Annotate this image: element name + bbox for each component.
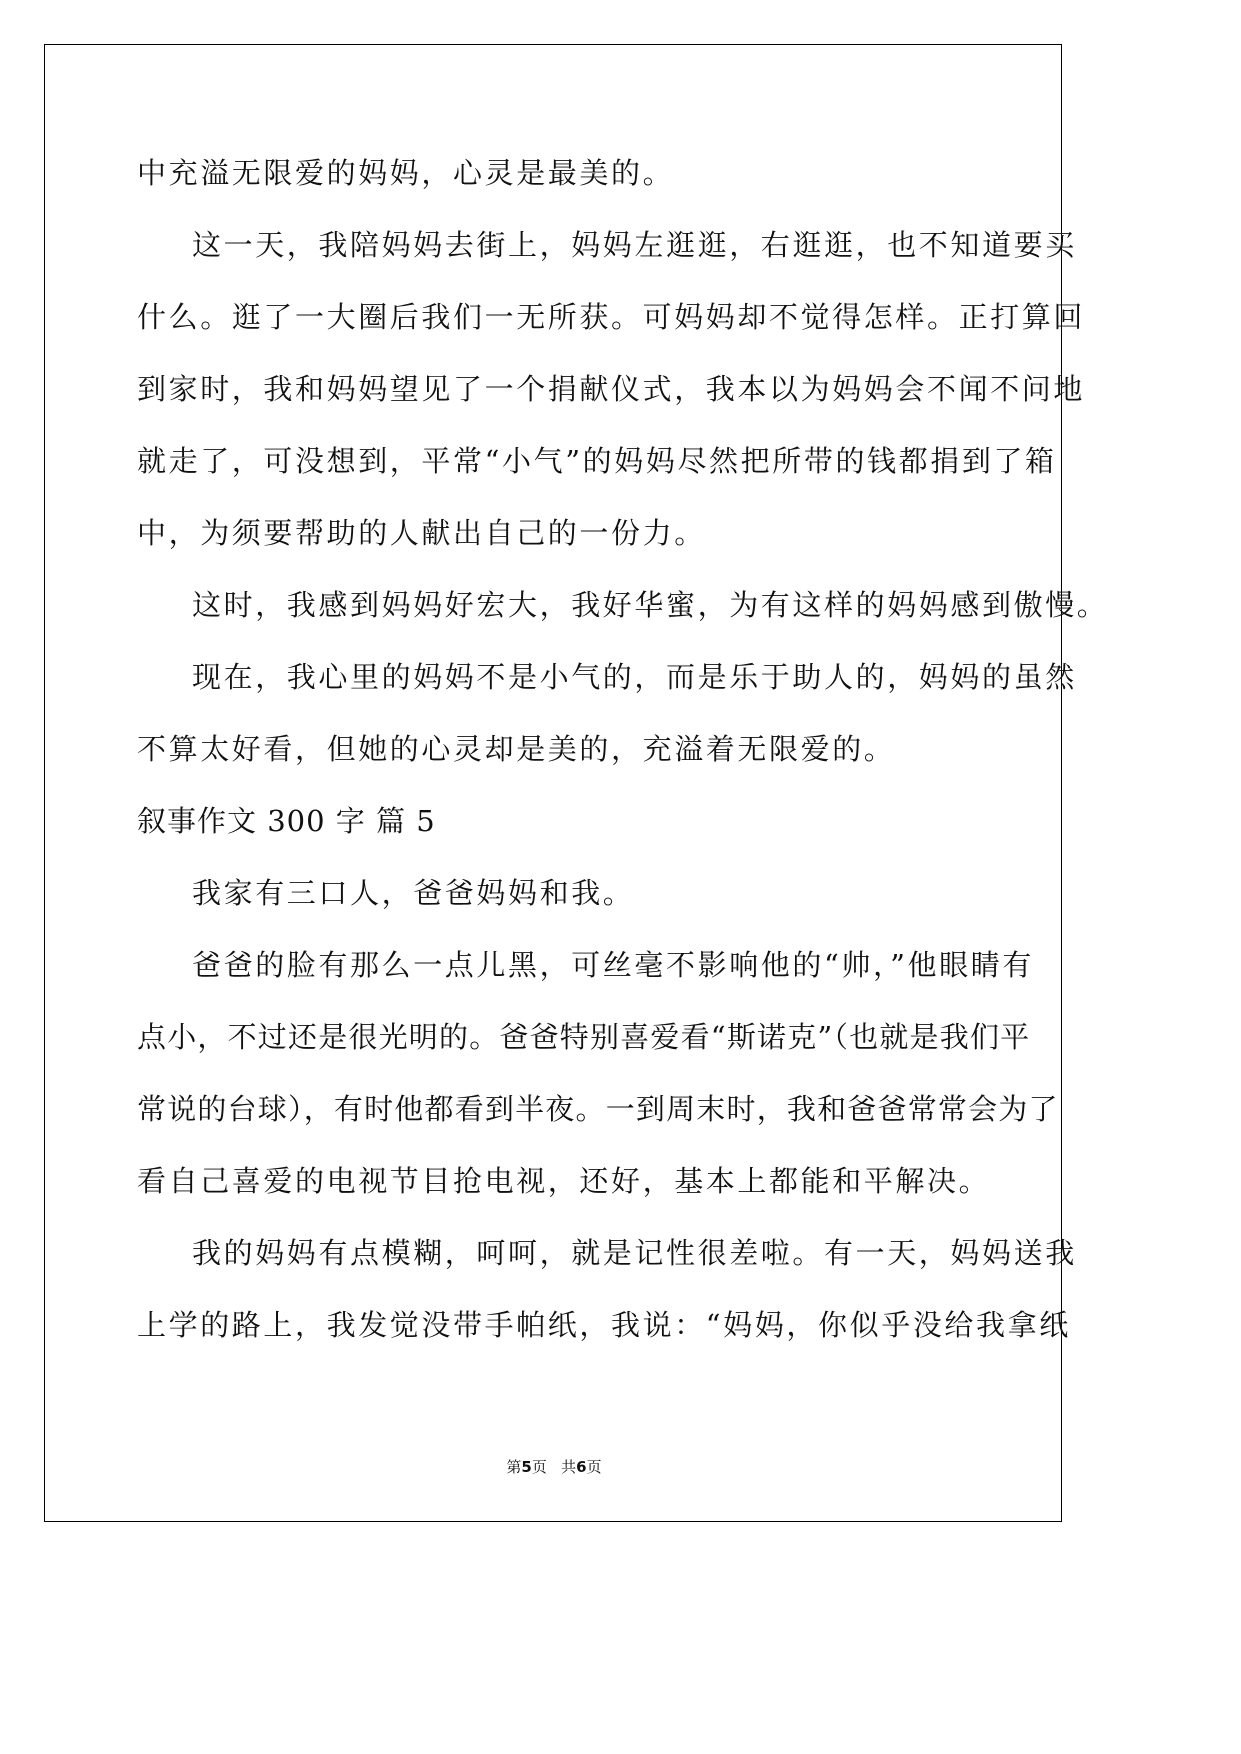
- text-line: 到家时，我和妈妈望见了一个捐献仪式，我本以为妈妈会不闻不问地: [137, 372, 1086, 406]
- text-line: 我的妈妈有点模糊，呵呵，就是记性很差啦。有一天，妈妈送我: [192, 1236, 1077, 1270]
- section-heading: 叙事作文 300 字 篇 5: [137, 804, 436, 838]
- text-line: 点小，不过还是很光明的。爸爸特别喜爱看“斯诺克”（也就是我们平: [137, 1020, 1031, 1054]
- text-line: 这时，我感到妈妈好宏大，我好华蜜，为有这样的妈妈感到傲慢。: [192, 588, 1109, 622]
- footer-prefix: 第: [506, 1458, 522, 1476]
- text-line: 看自己喜爱的电视节目抢电视，还好，基本上都能和平解决。: [137, 1164, 991, 1198]
- text-line: 什么。逛了一大圈后我们一无所获。可妈妈却不觉得怎样。正打算回: [137, 300, 1086, 334]
- text-line: 现在，我心里的妈妈不是小气的，而是乐于助人的，妈妈的虽然: [192, 660, 1077, 694]
- text-line: 中，为须要帮助的人献出自己的一份力。: [137, 516, 706, 550]
- text-line: 上学的路上，我发觉没带手帕纸，我说：“妈妈，你似乎没给我拿纸: [137, 1308, 1071, 1342]
- text-line: 中充溢无限爱的妈妈，心灵是最美的。: [137, 156, 675, 190]
- total-page-number: 6: [576, 1458, 587, 1476]
- current-page-number: 5: [521, 1458, 532, 1476]
- text-line: 不算太好看，但她的心灵却是美的，充溢着无限爱的。: [137, 732, 896, 766]
- text-line: 我家有三口人，爸爸妈妈和我。: [192, 876, 635, 910]
- text-line: 这一天，我陪妈妈去街上，妈妈左逛逛，右逛逛，也不知道要买: [192, 228, 1077, 262]
- footer-suffix: 页: [586, 1458, 602, 1476]
- page-number-footer: [0, 1456, 1108, 1477]
- text-line: 就走了，可没想到，平常“小气”的妈妈尽然把所带的钱都捐到了箱: [137, 444, 1057, 478]
- footer-mid: 页 共: [531, 1458, 577, 1476]
- page-border: [44, 44, 1062, 1522]
- text-line: 常说的台球），有时他都看到半夜。一到周末时，我和爸爸常常会为了: [137, 1092, 1059, 1126]
- text-line: 爸爸的脸有那么一点儿黑，可丝毫不影响他的“帅，”他眼睛有: [192, 948, 1034, 982]
